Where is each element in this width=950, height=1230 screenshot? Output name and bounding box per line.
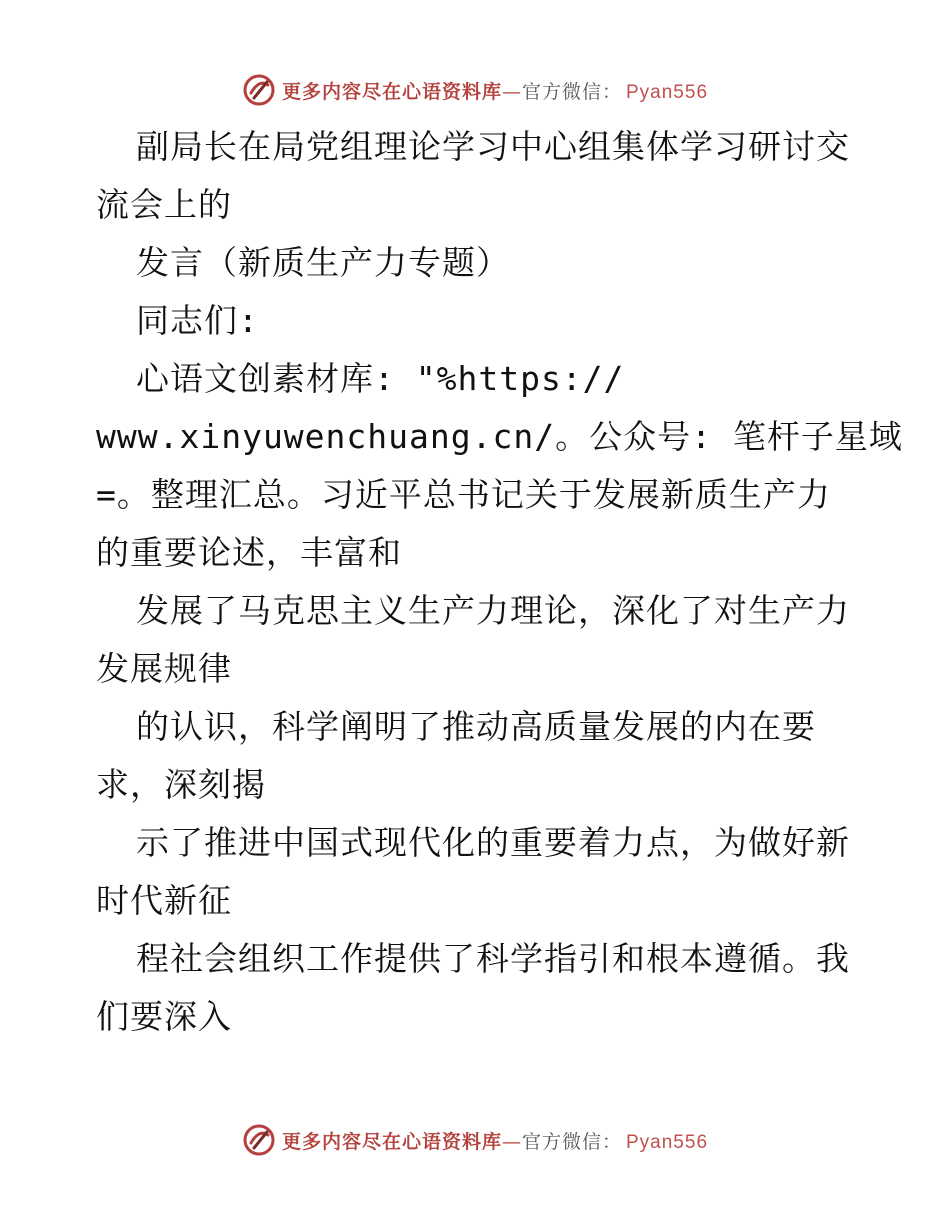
footer-separator: — xyxy=(501,1130,522,1153)
text-line: www.xinyuwenchuang.cn/。公众号: 笔杆子星域 xyxy=(96,417,903,456)
text-line: 的认识，科学阐明了推动高质量发展的内在要 xyxy=(136,707,816,746)
footer-brand: 更多内容尽在心语资料库 xyxy=(281,1130,502,1153)
footer-wechat-label: 官方微信： xyxy=(521,1130,622,1153)
header-wechat-id: Pyan556 xyxy=(626,81,709,103)
text-line: 发言（新质生产力专题） xyxy=(136,243,510,282)
text-line: 时代新征 xyxy=(96,881,232,920)
text-line: 同志们: xyxy=(136,301,259,340)
text-line: 们要深入 xyxy=(96,997,232,1036)
document-body xyxy=(96,118,903,1046)
text-line: 副局长在局党组理论学习中心组集体学习研讨交 xyxy=(136,127,850,166)
text-line: =。整理汇总。习近平总书记关于发展新质生产力 xyxy=(96,475,831,514)
text-line: 流会上的 xyxy=(96,185,232,224)
brand-logo-icon xyxy=(242,1123,276,1157)
footer-banner xyxy=(0,1120,950,1160)
header-separator: — xyxy=(501,80,522,103)
header-banner xyxy=(0,70,950,110)
footer-banner-text xyxy=(282,1127,708,1154)
text-line: 发展规律 xyxy=(96,649,232,688)
header-wechat-label: 官方微信： xyxy=(521,80,622,103)
text-line: 心语文创素材库: "%https:// xyxy=(136,359,625,398)
text-line: 发展了马克思主义生产力理论，深化了对生产力 xyxy=(136,591,850,630)
footer-wechat-id: Pyan556 xyxy=(626,1131,709,1153)
brand-logo-icon xyxy=(242,73,276,107)
header-brand: 更多内容尽在心语资料库 xyxy=(281,80,502,103)
text-line: 示了推进中国式现代化的重要着力点，为做好新 xyxy=(136,823,850,862)
text-line: 的重要论述，丰富和 xyxy=(96,533,402,572)
text-line: 求，深刻揭 xyxy=(96,765,266,804)
header-banner-text xyxy=(282,77,708,104)
text-line: 程社会组织工作提供了科学指引和根本遵循。我 xyxy=(136,939,850,978)
